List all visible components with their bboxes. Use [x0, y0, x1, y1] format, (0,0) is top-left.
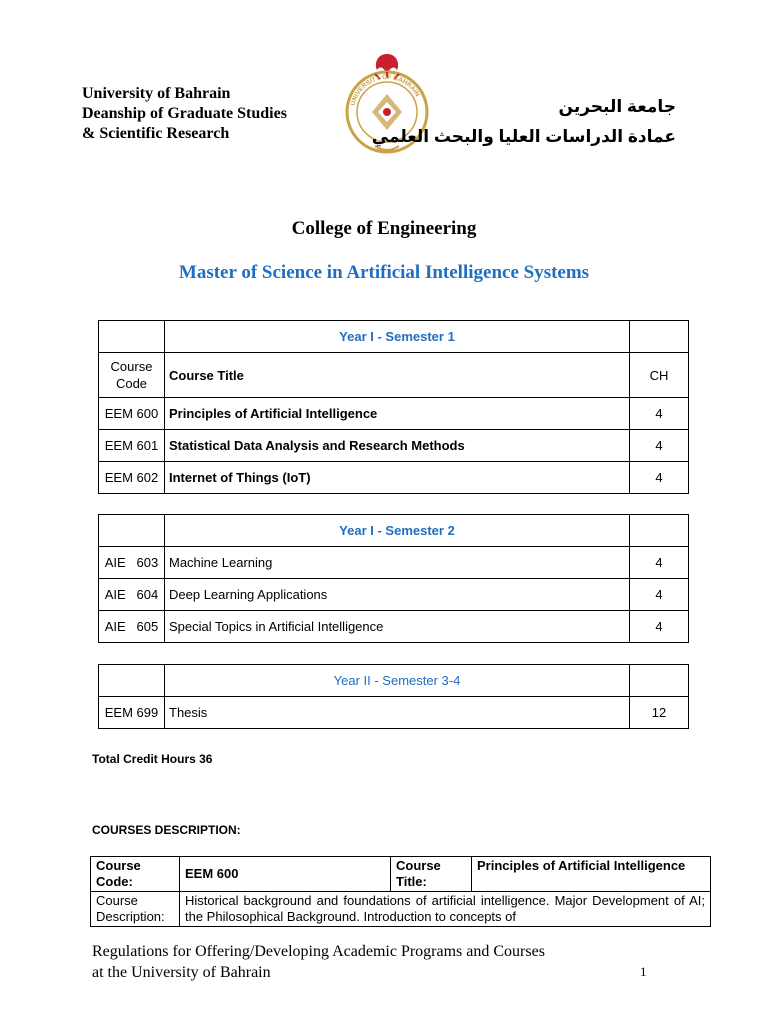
blank-cell	[99, 515, 165, 547]
course-ch: 4	[630, 430, 689, 462]
table-row	[99, 430, 689, 462]
blank-cell	[99, 665, 165, 697]
footer-line-1: Regulations for Offering/Developing Academic Programs and Courses	[92, 943, 545, 960]
course-code: EEM 602	[99, 462, 165, 494]
course-title-label: Course Title:	[391, 857, 472, 892]
table-row	[99, 611, 689, 643]
header-course-code: Course Code	[99, 353, 165, 398]
semester-title: Year I - Semester 1	[165, 321, 630, 353]
footer-regulations	[92, 941, 545, 983]
semester-title: Year II - Semester 3-4	[165, 665, 630, 697]
header-line-university: University of Bahrain	[82, 85, 231, 102]
semester-2-table	[98, 514, 689, 643]
page-number: 1	[640, 964, 647, 979]
course-title: Special Topics in Artificial Intelligence	[165, 611, 630, 643]
table-row	[99, 579, 689, 611]
course-ch: 4	[630, 398, 689, 430]
course-description-label: Course Description:	[91, 892, 180, 927]
total-credit-hours: Total Credit Hours 36	[92, 752, 213, 766]
college-title: College of Engineering	[291, 218, 477, 239]
seal-text: UNIVERSITY OF BAHRAIN	[349, 73, 421, 107]
course-title: Principles of Artificial Intelligence	[165, 398, 630, 430]
institution-header-english	[82, 84, 287, 144]
header-arabic-university: جامعة البحرين	[558, 97, 676, 116]
course-code: EEM 600	[99, 398, 165, 430]
table-row	[99, 697, 689, 729]
course-code-label: Course Code:	[91, 857, 180, 892]
course-title: Thesis	[165, 697, 630, 729]
course-ch: 4	[630, 547, 689, 579]
footer-line-2: at the University of Bahrain	[92, 964, 271, 981]
semester-3-4-table	[98, 664, 689, 729]
header-arabic-deanship: عمادة الدراسات العليا والبحث العلمي	[371, 127, 676, 146]
course-ch: 4	[630, 462, 689, 494]
table-row	[99, 462, 689, 494]
course-description-text: Historical background and foundations of artificial intelligence. Major Development of AI; the Philosophical Background. Introduction to concepts of	[180, 892, 711, 927]
header-line-research: & Scientific Research	[82, 125, 230, 142]
courses-description-heading: COURSES DESCRIPTION:	[92, 823, 241, 837]
header-line-deanship: Deanship of Graduate Studies	[82, 105, 287, 122]
course-title: Statistical Data Analysis and Research Methods	[165, 430, 630, 462]
course-title-value: Principles of Artificial Intelligence	[472, 857, 711, 892]
course-code: AIE 604	[99, 579, 165, 611]
course-title: Machine Learning	[165, 547, 630, 579]
course-title: Internet of Things (IoT)	[165, 462, 630, 494]
table-row	[99, 398, 689, 430]
table-row	[99, 547, 689, 579]
blank-cell	[630, 515, 689, 547]
semester-1-table	[98, 320, 689, 494]
course-code: EEM 601	[99, 430, 165, 462]
course-code: AIE 605	[99, 611, 165, 643]
course-ch: 12	[630, 697, 689, 729]
course-code-value: EEM 600	[180, 857, 391, 892]
header-ch: CH	[630, 353, 689, 398]
course-title: Deep Learning Applications	[165, 579, 630, 611]
blank-cell	[99, 321, 165, 353]
semester-title: Year I - Semester 2	[165, 515, 630, 547]
header-course-title: Course Title	[165, 353, 630, 398]
institution-header-arabic	[372, 92, 676, 152]
program-title: Master of Science in Artificial Intelligence Systems	[178, 262, 590, 283]
course-code: AIE 603	[99, 547, 165, 579]
blank-cell	[630, 665, 689, 697]
course-ch: 4	[630, 611, 689, 643]
course-ch: 4	[630, 579, 689, 611]
course-code: EEM 699	[99, 697, 165, 729]
course-description-table	[90, 856, 711, 927]
blank-cell	[630, 321, 689, 353]
